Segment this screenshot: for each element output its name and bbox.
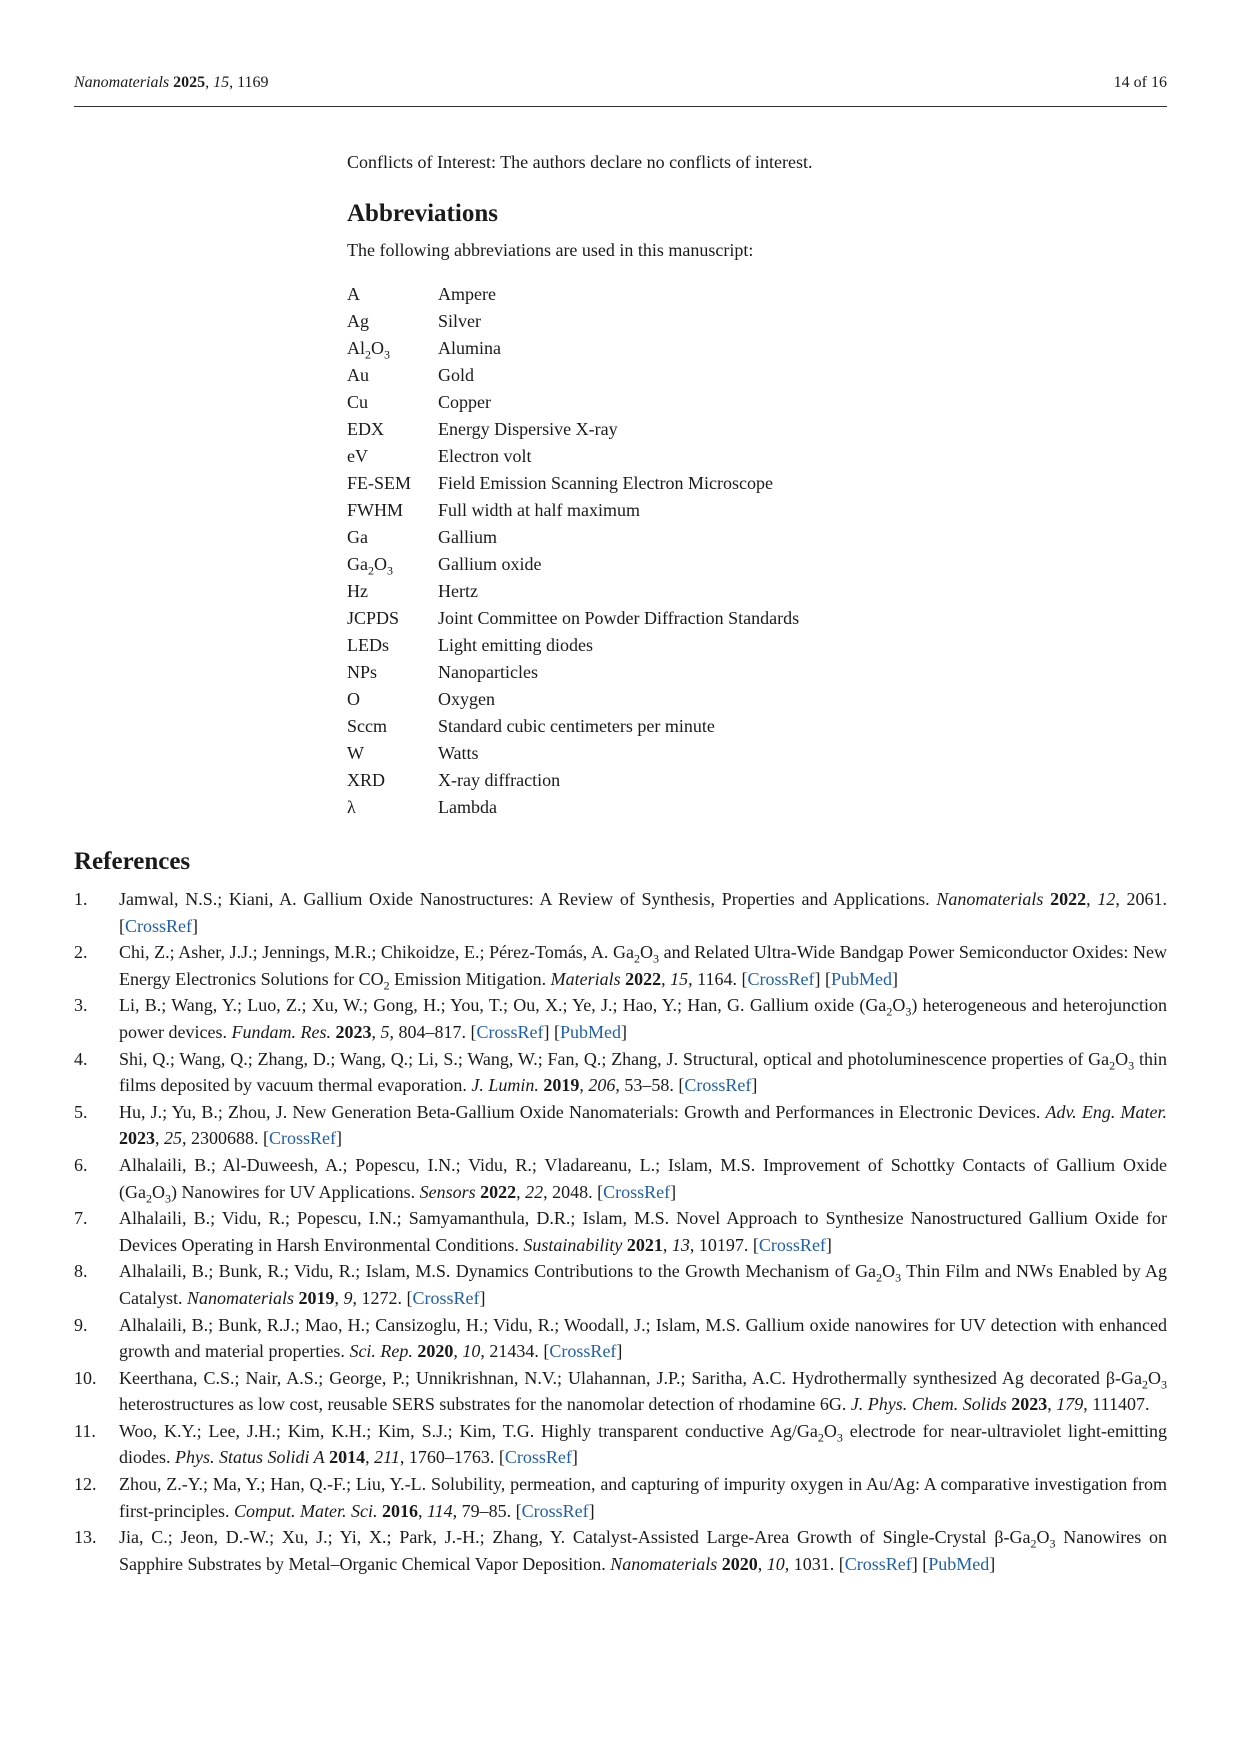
reference-year: 2019 [543,1075,580,1096]
reference-year: 2014 [329,1447,366,1468]
abbreviation-row [347,416,1167,443]
abbreviation-definition: Copper [438,392,491,412]
abbreviation-row [347,713,1167,740]
abbreviation-definition: Electron volt [438,446,532,466]
reference-volume: 10 [462,1341,481,1362]
reference-link-crossref[interactable]: CrossRef [125,915,192,936]
reference-journal: Sci. Rep. [349,1341,413,1362]
abbreviation-definition: Oxygen [438,689,495,709]
reference-title: Gallium oxide nanowires for UV detection with enhanced growth and material properties. [119,1314,1167,1362]
reference-number: 11. [74,1420,96,1441]
reference-number: 6. [74,1154,88,1175]
abbreviation-term: NPs [347,662,378,682]
reference-item: 13. Jia, C.; Jeon, D.-W.; Xu, J.; Yi, X.; Park, J.-H.; Zhang, Y. Catalyst-Assisted Large-Area Growth of Single-Crystal $\beta-Ga_2O_3$ Nanowires on Sapphire Substrates by Metal–Organic Chemical Vapor Deposition. Nanomaterials 2020, 10, 1031. [CrossRef] [PubMed] [74,1524,1167,1577]
reference-volume: 179 [1056,1394,1084,1415]
reference-pages: 111407 [1092,1394,1145,1415]
reference-year: 2023 [335,1021,372,1042]
abbreviation-row [347,362,1167,389]
reference-pages: 10197 [698,1234,744,1255]
abbreviation-term: Sccm [347,716,387,736]
page-number: 14 of 16 [1113,74,1167,91]
abbreviation-definition: Gallium oxide [438,554,542,574]
reference-year: 2023 [1011,1394,1048,1415]
reference-link-pubmed[interactable]: PubMed [559,1021,621,1042]
abbreviation-definition: Alumina [438,338,501,358]
abbreviation-definition: Gallium [438,527,497,547]
reference-journal: Adv. Eng. Mater. [1045,1101,1167,1122]
abbreviation-row [347,524,1167,551]
abbreviation-term: Hz [347,581,368,601]
reference-link-crossref[interactable]: CrossRef [504,1447,572,1468]
reference-authors: Shi, Q.; Wang, Q.; Zhang, D.; Wang, Q.; Li, S.; Wang, W.; Fan, Q.; Zhang, J. [119,1048,679,1069]
journal-volume: 15 [213,74,230,91]
abbreviation-row [347,335,1167,362]
abbreviation-term: O [347,689,360,709]
abbreviation-definition: Hertz [438,581,478,601]
reference-number: 5. [74,1101,88,1122]
abbreviation-definition: Lambda [438,797,497,817]
abbreviation-term: eV [347,446,368,466]
abbreviation-definition: Watts [438,743,479,763]
abbreviation-definition: Full width at half maximum [438,500,640,520]
abbreviation-row [347,578,1167,605]
reference-title: $Ga_2O_3$ and Related Ultra-Wide Bandgap Power Semiconductor Oxides: New Energy Electronics Solutions for $CO_2$ Emission Mitigation. [119,942,1167,993]
reference-link-crossref[interactable]: CrossRef [684,1075,752,1096]
reference-authors: Alhalaili, B.; Vidu, R.; Popescu, I.N.; Samyamanthula, D.R.; Islam, M.S. [119,1208,670,1229]
reference-item: 11. Woo, K.Y.; Lee, J.H.; Kim, K.H.; Kim, S.J.; Kim, T.G. Highly transparent conductive $Ag/Ga_2O_3$ electrode for near-ultraviolet light-emitting diodes. Phys. Status Solidi A 2014, 211, 1760–1763. [CrossRef] [74,1418,1167,1471]
reference-authors: Jia, C.; Jeon, D.-W.; Xu, J.; Yi, X.; Park, J.-H.; Zhang, Y. [119,1527,566,1548]
references-list [74,886,1167,1577]
reference-number: 2. [74,942,88,963]
reference-item: 9. Alhalaili, B.; Bunk, R.J.; Mao, H.; Cansizoglu, H.; Vidu, R.; Woodall, J.; Islam, M.S. Gallium oxide nanowires for UV detection with enhanced growth and material properties. Sci. Rep. 2020, 10, 21434. [CrossRef] [74,1312,1167,1365]
reference-item: 3. Li, B.; Wang, Y.; Luo, Z.; Xu, W.; Gong, H.; You, T.; Ou, X.; Ye, J.; Hao, Y.; Han, G. Gallium oxide $(Ga_2O_3)$ heterogeneous and heterojunction power devices. Fundam. Res. 2023, 5, 804–817. [CrossRef] [PubMed] [74,992,1167,1045]
abbreviation-term: FE-SEM [347,473,412,493]
reference-volume: 206 [588,1075,616,1096]
reference-pages: 53–58 [624,1075,670,1096]
reference-journal: Sustainability [523,1234,623,1255]
journal-name: Nanomaterials [74,74,170,91]
reference-number: 10. [74,1367,97,1388]
reference-volume: 25 [164,1128,182,1149]
reference-title: Hydrothermally synthesized Ag decorated $\beta-Ga_2O_3$ heterostructures as low cost, reusable SERS substrates for the nanomolar detection of rhodamine 6G. [119,1367,1168,1415]
reference-title: Dynamics Contributions to the Growth Mechanism of $Ga_2O_3$ Thin Film and NWs Enabled by Ag Catalyst. [119,1261,1168,1308]
reference-year: 2016 [381,1500,418,1521]
reference-pages: 2048 [552,1181,589,1202]
reference-number: 4. [74,1048,88,1069]
reference-title: Novel Approach to Synthesize Nanostructured Gallium Oxide for Devices Operating in Harsh Environmental Conditions. [119,1208,1168,1255]
reference-authors: Chi, Z.; Asher, J.J.; Jennings, M.R.; Chikoidze, E.; Pérez-Tomás, A. [119,942,609,963]
abbreviation-row [347,443,1167,470]
reference-volume: 5 [380,1021,390,1042]
abbreviation-definition: Light emitting diodes [438,635,593,655]
reference-journal: Fundam. Res. [231,1021,331,1042]
reference-authors: Alhalaili, B.; Al-Duweesh, A.; Popescu, I.N.; Vidu, R.; Vladareanu, L.; Islam, M.S. [119,1154,756,1175]
reference-journal: Nanomaterials [610,1553,718,1574]
reference-item: 4. Shi, Q.; Wang, Q.; Zhang, D.; Wang, Q.; Li, S.; Wang, W.; Fan, Q.; Zhang, J. Structural, optical and photoluminescence properties of $Ga_2O_3$ thin films deposited by vacuum thermal evaporation. J. Lumin. 2019, 206, 53–58. [CrossRef] [74,1046,1167,1099]
references-heading: References [74,848,191,875]
abbreviation-row [347,794,1167,821]
page-header [74,72,1167,107]
reference-pages: 79–85 [461,1500,507,1521]
reference-journal: Sensors [419,1181,476,1202]
abbreviation-term: JCPDS [347,608,400,628]
reference-authors: Alhalaili, B.; Bunk, R.J.; Mao, H.; Cansizoglu, H.; Vidu, R.; Woodall, J.; Islam, M.S. [119,1314,741,1335]
abbreviation-definition: Standard cubic centimeters per minute [438,716,715,736]
abbreviation-definition: Field Emission Scanning Electron Microscope [438,473,773,493]
reference-item: 6. Alhalaili, B.; Al-Duweesh, A.; Popescu, I.N.; Vidu, R.; Vladareanu, L.; Islam, M.S. Improvement of Schottky Contacts of Gallium Oxide $(Ga_2O_3)$ Nanowires for UV Applications. Sensors 2022, 22, 2048. [CrossRef] [74,1152,1167,1205]
conflicts-label: Conflicts of Interest: [347,152,496,172]
reference-link-crossref[interactable]: CrossRef [844,1553,912,1574]
reference-year: 2022 [480,1181,517,1202]
reference-item: 2. Chi, Z.; Asher, J.J.; Jennings, M.R.; Chikoidze, E.; Pérez-Tomás, A. $Ga_2O_3$ and Related Ultra-Wide Bandgap Power Semiconductor Oxides: New Energy Electronics Solutions for $CO_2$ Emission Mitigation. Materials 2022, 15, 1164. [CrossRef] [PubMed] [74,939,1167,992]
reference-journal: J. Lumin. [471,1075,539,1096]
reference-title: Highly transparent conductive $Ag/Ga_2O_3$ electrode for near-ultraviolet light-emitting diodes. [119,1420,1167,1468]
reference-item: 10. Keerthana, C.S.; Nair, A.S.; George, P.; Unnikrishnan, N.V.; Ulahannan, J.P.; Saritha, A.C. Hydrothermally synthesized Ag decorated $\beta-Ga_2O_3$ heterostructures as low cost, reusable SERS substrates for the nanomolar detection of rhodamine 6G. J. Phys. Chem. Solids 2023, 179, 111407. [74,1365,1167,1418]
reference-item: 12. Zhou, Z.-Y.; Ma, Y.; Han, Q.-F.; Liu, Y.-L. Solubility, permeation, and capturing of impurity oxygen in Au/Ag: A comparative investigation from first-principles. Comput. Mater. Sci. 2016, 114, 79–85. [CrossRef] [74,1471,1167,1524]
abbreviation-row [347,281,1167,308]
article-number: 1169 [237,74,269,91]
reference-pages: 1164 [697,968,733,989]
abbreviation-definition: Ampere [438,284,496,304]
reference-title: Gallium Oxide Nanostructures: A Review of Synthesis, Properties and Applications. [303,889,930,909]
reference-year: 2022 [625,968,662,989]
abbreviation-term: Cu [347,392,369,412]
reference-authors: Jamwal, N.S.; Kiani, A. [119,889,297,909]
reference-authors: Li, B.; Wang, Y.; Luo, Z.; Xu, W.; Gong, H.; You, T.; Ou, X.; Ye, J.; Hao, Y.; Han, G. [119,995,745,1016]
reference-item: 7. Alhalaili, B.; Vidu, R.; Popescu, I.N.; Samyamanthula, D.R.; Islam, M.S. Novel Approach to Synthesize Nanostructured Gallium Oxide for Devices Operating in Harsh Environmental Conditions. Sustainability 2021, 13, 10197. [CrossRef] [74,1205,1167,1258]
abbreviation-row [347,551,1167,578]
abbreviation-term: Au [347,365,369,385]
reference-volume: 211 [374,1447,400,1468]
abbreviation-term: $Ga_2O_3$ [347,554,393,578]
reference-number: 8. [74,1261,88,1282]
reference-journal: Comput. Mater. Sci. [233,1500,378,1521]
reference-item: 5. Hu, J.; Yu, B.; Zhou, J. New Generation Beta-Gallium Oxide Nanomaterials: Growth and Performances in Electronic Devices. Adv. Eng. Mater. 2023, 25, 2300688. [CrossRef] [74,1099,1167,1152]
reference-number: 1. [74,889,88,909]
abbreviation-term: W [347,743,364,763]
abbreviation-definition: Nanoparticles [438,662,538,682]
abbreviation-row [347,389,1167,416]
reference-journal: J. Phys. Chem. Solids [850,1394,1007,1415]
reference-pages: 21434 [489,1341,535,1362]
reference-number: 7. [74,1208,88,1229]
reference-title: Gallium oxide $(Ga_2O_3)$ heterogeneous and heterojunction power devices. [119,995,1167,1042]
reference-number: 9. [74,1314,88,1335]
reference-pages: 804–817 [398,1021,462,1042]
reference-journal: Nanomaterials [936,889,1044,909]
reference-authors: Hu, J.; Yu, B.; Zhou, J. [119,1101,288,1122]
reference-year: 2021 [626,1234,663,1255]
abbreviation-definition: Silver [438,311,481,331]
abbreviation-definition: Joint Committee on Powder Diffraction Standards [438,608,800,628]
reference-pages: 2300688 [191,1128,254,1149]
reference-link-crossref[interactable]: CrossRef [476,1021,544,1042]
reference-link-crossref[interactable]: CrossRef [412,1287,480,1308]
reference-item: 1. Jamwal, N.S.; Kiani, A. Gallium Oxide Nanostructures: A Review of Synthesis, Properties and Applications. Nanomaterials 2022, 12, 2061. [CrossRef] [74,886,1167,939]
abbreviations-heading: Abbreviations [347,200,498,227]
abbreviation-row [347,767,1167,794]
conflicts-text: The authors declare no conflicts of interest. [500,152,813,172]
reference-volume: 10 [766,1553,785,1574]
reference-link-crossref[interactable]: CrossRef [603,1181,671,1202]
reference-item: 8. Alhalaili, B.; Bunk, R.; Vidu, R.; Islam, M.S. Dynamics Contributions to the Growth Mechanism of $Ga_2O_3$ Thin Film and NWs Enabled by Ag Catalyst. Nanomaterials 2019, 9, 1272. [CrossRef] [74,1258,1167,1311]
reference-journal: Materials [550,968,621,989]
abbreviation-term: LEDs [347,635,389,655]
reference-pages: 1031 [793,1553,830,1574]
reference-journal: Phys. Status Solidi A [175,1447,325,1468]
reference-pages: 1760–1763 [408,1447,490,1468]
abbreviation-row [347,470,1167,497]
abbreviation-row [347,740,1167,767]
reference-volume: 114 [426,1500,453,1521]
reference-link-crossref[interactable]: CrossRef [521,1500,589,1521]
reference-volume: 22 [525,1181,544,1202]
abbreviation-definition: Energy Dispersive X-ray [438,419,618,439]
reference-year: 2022 [1050,889,1087,909]
reference-year: 2019 [298,1287,335,1308]
reference-authors: Zhou, Z.-Y.; Ma, Y.; Han, Q.-F.; Liu, Y.-L. [119,1474,427,1495]
reference-title: Improvement of Schottky Contacts of Gallium Oxide $(Ga_2O_3)$ Nanowires for UV Applications. [119,1154,1167,1206]
reference-year: 2020 [721,1553,758,1574]
reference-journal: Nanomaterials [187,1287,295,1308]
abbreviation-term: FWHM [347,500,404,520]
reference-number: 13. [74,1527,97,1548]
reference-link-crossref[interactable]: CrossRef [758,1234,826,1255]
reference-year: 2020 [417,1341,454,1362]
abbreviation-term: λ [347,797,356,817]
reference-volume: 9 [343,1287,353,1308]
abbreviations-intro: The following abbreviations are used in this manuscript: [347,240,754,260]
reference-pages: 2061 [1126,889,1163,909]
reference-authors: Alhalaili, B.; Bunk, R.; Vidu, R.; Islam, M.S. [119,1261,451,1282]
reference-number: 3. [74,995,88,1016]
reference-number: 12. [74,1474,97,1495]
reference-title: Solubility, permeation, and capturing of impurity oxygen in Au/Ag: A comparative investigation from first-principles. [119,1474,1167,1521]
abbreviation-row [347,632,1167,659]
reference-link-crossref[interactable]: CrossRef [549,1341,617,1362]
reference-year: 2023 [119,1128,155,1149]
abbreviation-term: XRD [347,770,386,790]
reference-authors: Keerthana, C.S.; Nair, A.S.; George, P.; Unnikrishnan, N.V.; Ulahannan, J.P.; Saritha, A.C. [119,1367,786,1388]
abbreviation-term: Ag [347,311,369,331]
reference-authors: Woo, K.Y.; Lee, J.H.; Kim, K.H.; Kim, S.J.; Kim, T.G. [119,1420,535,1441]
reference-link-pubmed[interactable]: PubMed [928,1553,990,1574]
reference-title: Structural, optical and photoluminescence properties of $Ga_2O_3$ thin films deposited by vacuum thermal evaporation. [119,1048,1167,1096]
abbreviation-term: A [347,284,360,304]
reference-volume: 15 [670,968,689,989]
abbreviation-row [347,308,1167,335]
reference-pages: 1272 [361,1287,398,1308]
abbreviation-row [347,497,1167,524]
reference-link-pubmed[interactable]: PubMed [831,968,893,989]
reference-link-crossref[interactable]: CrossRef [747,968,815,989]
abbreviation-term: EDX [347,419,384,439]
journal-year: 2025 [173,74,206,91]
reference-title: Catalyst-Assisted Large-Area Growth of Single-Crystal $\beta-Ga_2O_3$ Nanowires on Sapphire Substrates by Metal–Organic Chemical Vapor Deposition. [119,1527,1167,1574]
reference-volume: 12 [1097,889,1116,909]
abbreviations-list [347,281,1167,821]
conflicts-of-interest [347,152,1167,173]
reference-title: New Generation Beta-Gallium Oxide Nanomaterials: Growth and Performances in Electronic Devices. [292,1101,1041,1122]
reference-volume: 13 [671,1234,690,1255]
abbreviation-term: Ga [347,527,368,547]
abbreviation-row [347,686,1167,713]
journal-citation: Nanomaterials 2025, 15, 1169 [74,74,269,91]
abbreviation-row [347,605,1167,632]
abbreviation-definition: X-ray diffraction [438,770,561,790]
abbreviation-term: $Al_2O_3$ [347,338,390,362]
reference-link-crossref[interactable]: CrossRef [269,1128,336,1149]
abbreviation-row [347,659,1167,686]
abbreviation-definition: Gold [438,365,474,385]
